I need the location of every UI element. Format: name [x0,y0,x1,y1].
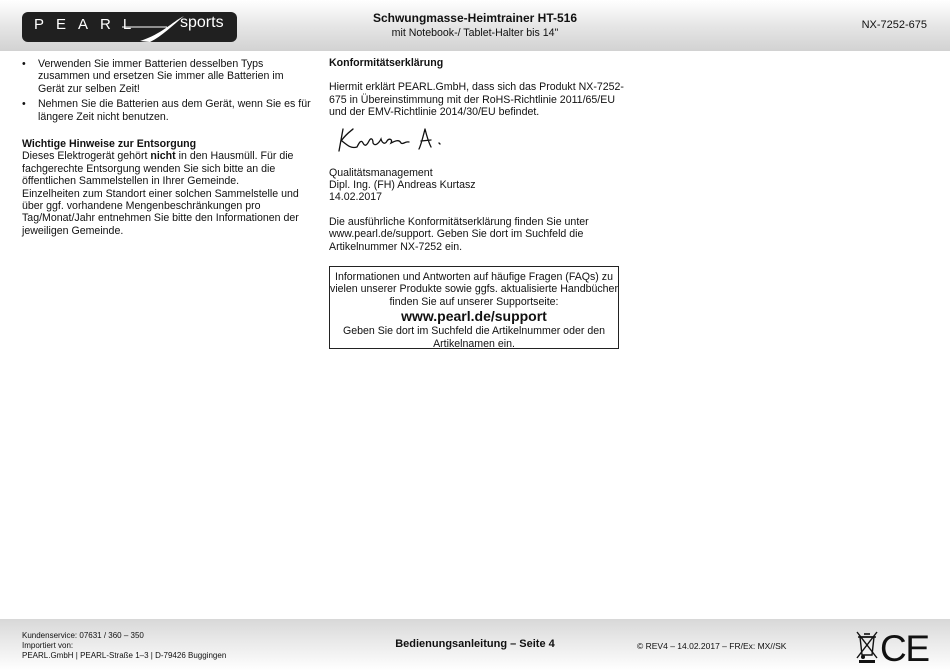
ce-mark-text: CE [880,630,930,664]
ce-mark-icon [880,630,932,664]
department: Qualitätsmanagement [329,166,433,179]
revision-info: © REV4 – 14.02.2017 – FR/Ex: MX//SK [637,641,787,651]
signature-icon [329,123,459,157]
support-url[interactable]: www.pearl.de/support [401,308,547,325]
info-instructions: Geben Sie dort im Suchfeld die Artikelnummer oder den Artikelnamen ein. [342,325,606,350]
text: in den Hausmüll. Für die fachgerechte Entsorgung wenden Sie sich bitte an die öffentlichen Sammelstellen in Ihrer Gemeinde. [22,150,294,188]
conformity-text: Hiermit erklärt PEARL.GmbH, dass sich das Produkt NX-7252-675 in Übereinstimmung mit der RoHS-Richtlinie 2011/65/EU und der EMV-Richtlinie 2014/30/EU befindet. [329,81,624,119]
bullet-icon: • [22,98,26,111]
signatory-name: Dipl. Ing. (FH) Andreas Kurtasz [329,179,476,192]
footer-contact [22,631,226,661]
list-item [22,58,312,95]
bullet-text: Nehmen Sie die Batterien aus dem Gerät, wenn Sie es für längere Zeit nicht benutzen. [38,98,311,123]
conformity-column [329,57,624,253]
page-number: Bedienungsanleitung – Seite 4 [395,638,555,650]
logo-word: PEARL [34,16,144,33]
battery-bullets [22,58,312,123]
weee-bin-icon [855,629,879,663]
left-column [22,58,312,237]
text: Dieses Elektrogerät gehört [22,150,151,163]
emphasis: nicht [150,150,176,163]
page-header [0,0,950,51]
disposal-section [22,138,312,237]
bullet-icon: • [22,58,26,70]
disposal-heading: Wichtige Hinweise zur Entsorgung [22,138,197,151]
conformity-heading: Konformitätserklärung [329,57,444,69]
disposal-paragraph-2: Einzelheiten zum Standort einer solchen Sammelstelle und über ggf. vorhandene Mengenbeschränkungen pro Tag/Monat/Jahr entnehmen Sie bitte den Informationen der jeweiligen Gemeinde. [22,187,299,237]
list-item [22,98,312,123]
importer-address: PEARL.GmbH | PEARL-Straße 1–3 | D-79426 Buggingen [22,651,227,660]
disposal-paragraph-1 [22,150,312,187]
page-footer [0,619,950,671]
imported-by: Importiert von: [22,641,74,650]
signature [329,123,459,157]
full-declaration-text: Die ausführliche Konformitätserklärung finden Sie unter www.pearl.de/support. Geben Sie dort im Suchfeld die Artikelnummer NX-7252 ein. [329,215,589,253]
customer-service: Kundenservice: 07631 / 360 – 350 [22,631,144,640]
signature-date: 14.02.2017 [329,191,383,204]
product-title: Schwungmasse-Heimtrainer HT-516 [372,11,578,25]
pearl-sports-logo [22,12,237,42]
info-text: Informationen und Antworten auf häufige Fragen (FAQs) zu vielen unserer Produkte sowie ggfs. aktualisierte Handbücher finden Sie auf unserer Supportseite: [330,271,618,308]
bullet-text: Verwenden Sie immer Batterien desselben Typs zusammen und ersetzen Sie immer alle Batterien im Gerät zur selben Zeit! [38,58,284,95]
logo-sports: sports [180,14,224,31]
product-subtitle: mit Notebook-/ Tablet-Halter bis 14" [391,27,559,39]
support-info-box [329,266,619,349]
article-number: NX-7252-675 [861,19,927,31]
